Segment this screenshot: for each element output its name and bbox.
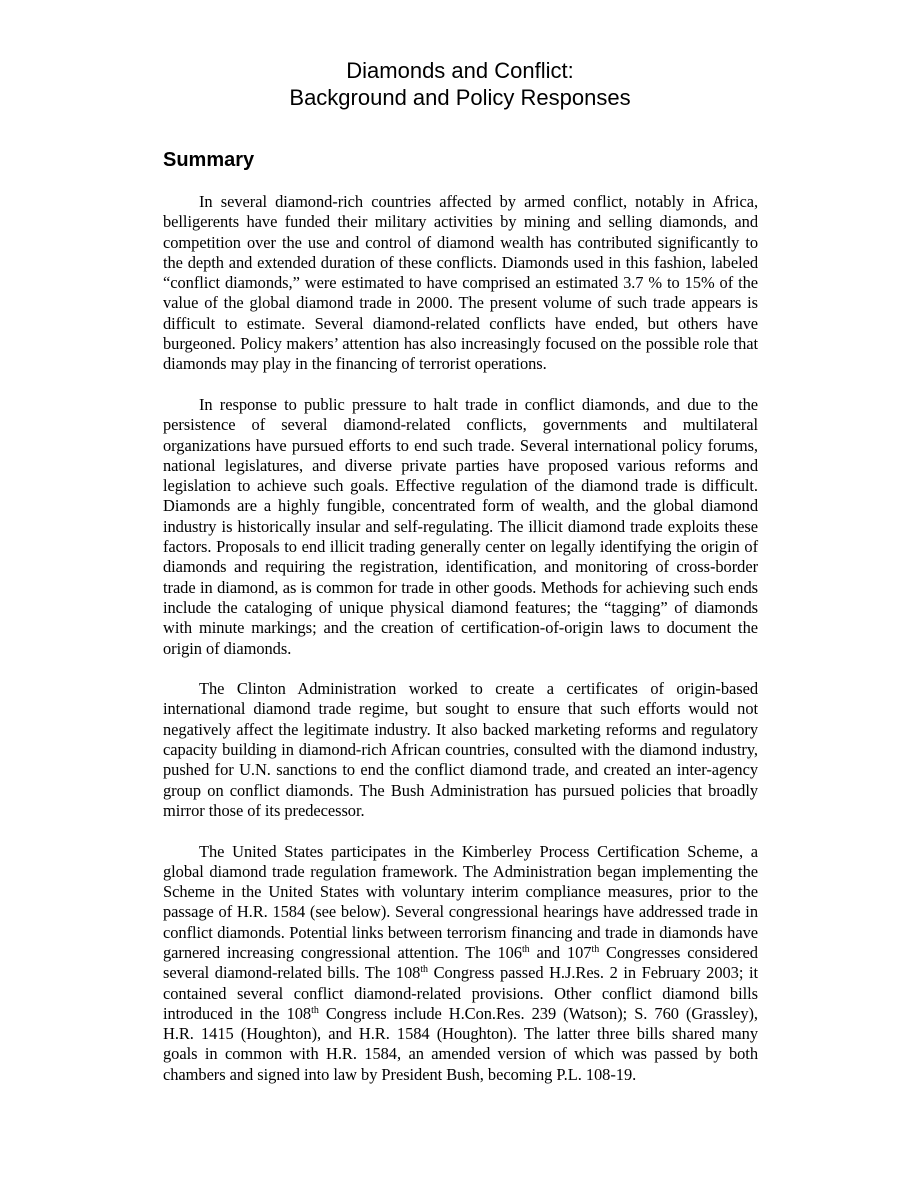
- document-title-line-2: Background and Policy Responses: [289, 85, 631, 110]
- paragraph-4-text-5: Congress include H.Con.Res. 239 (Watson); S. 760 (Grassley), H.R. 1415 (Houghton), and H.R. 1584 (Houghton). The latter three bills shared many goals in common with H.R. 1584, an amended version of which was passed by both chambers and signed into law by President Bush, becoming P.L. 108-19.: [163, 1003, 758, 1084]
- paragraph-4-text-4: Congress passed H.J.Res. 2 in February 2003; it contained several conflict diamond-related provisions. Other conflict diamond bills introduced in the 108: [163, 963, 758, 1023]
- ordinal-suffix: th: [521, 943, 530, 955]
- paragraph-4-text-2: and 107: [529, 942, 592, 962]
- summary-body: [163, 192, 758, 1105]
- summary-paragraph-1: In several diamond-rich countries affected by armed conflict, notably in Africa, belligerents have funded their military activities by mining and selling diamonds, and competition over the use and control of diamond wealth has contributed significantly to the depth and extended duration of these conflicts. Diamonds used in this fashion, labeled “conflict diamonds,” were estimated to have comprised an estimated 3.7 % to 15% of the value of the global diamond trade in 2000. The present volume of such trade appears is difficult to estimate. Several diamond-related conflicts have ended, but others have burgeoned. Policy makers’ attention has also increasingly focused on the possible role that diamonds may play in the financing of terrorist operations.: [163, 192, 758, 374]
- document-title-line-1: Diamonds and Conflict:: [346, 58, 574, 83]
- summary-paragraph-2: In response to public pressure to halt trade in conflict diamonds, and due to the persistence of several diamond-related conflicts, governments and multilateral organizations have pursued efforts to end such trade. Several international policy forums, national legislatures, and diverse private parties have proposed various reforms and legislation to achieve such goals. Effective regulation of the diamond trade is difficult. Diamonds are a highly fungible, concentrated form of wealth, and the global diamond industry is historically insular and self-regulating. The illicit diamond trade exploits these factors. Proposals to end illicit trading generally center on legally identifying the origin of diamonds and requiring the registration, identification, and monitoring of cross-border trade in diamond, as is common for trade in other goods. Methods for achieving such ends include the cataloging of unique physical diamond features; the “tagging” of diamonds with minute markings; and the creation of certification-of-origin laws to document the origin of diamonds.: [163, 394, 758, 658]
- summary-paragraph-4: [163, 842, 758, 1086]
- summary-paragraph-3: The Clinton Administration worked to create a certificates of origin-based international diamond trade regime, but sought to ensure that such efforts would not negatively affect the legitimate industry. It also backed marketing reforms and regulatory capacity building in diamond-rich African countries, consulted with the diamond industry, pushed for U.N. sanctions to end the conflict diamond trade, and created an inter-agency group on conflict diamonds. The Bush Administration has pursued policies that broadly mirror those of its predecessor.: [163, 679, 758, 820]
- ordinal-suffix: th: [420, 964, 428, 976]
- summary-heading: Summary: [163, 149, 255, 171]
- paragraph-4-text-3: Congresses considered several diamond-related bills. The 108: [163, 942, 758, 983]
- paragraph-4-text-1: The United States participates in the Kimberley Process Certification Scheme, a global diamond trade regulation framework. The Administration began implementing the Scheme in the United States with voluntary interim compliance measures, prior to the passage of H.R. 1584 (see below). Several congressional hearings have addressed trade in conflict diamonds. Potential links between terrorism financing and trade in diamonds have garnered increasing congressional attention. The 106: [163, 841, 758, 962]
- ordinal-suffix: th: [591, 943, 600, 955]
- ordinal-suffix: th: [311, 1004, 319, 1016]
- document-title: [0, 57, 920, 111]
